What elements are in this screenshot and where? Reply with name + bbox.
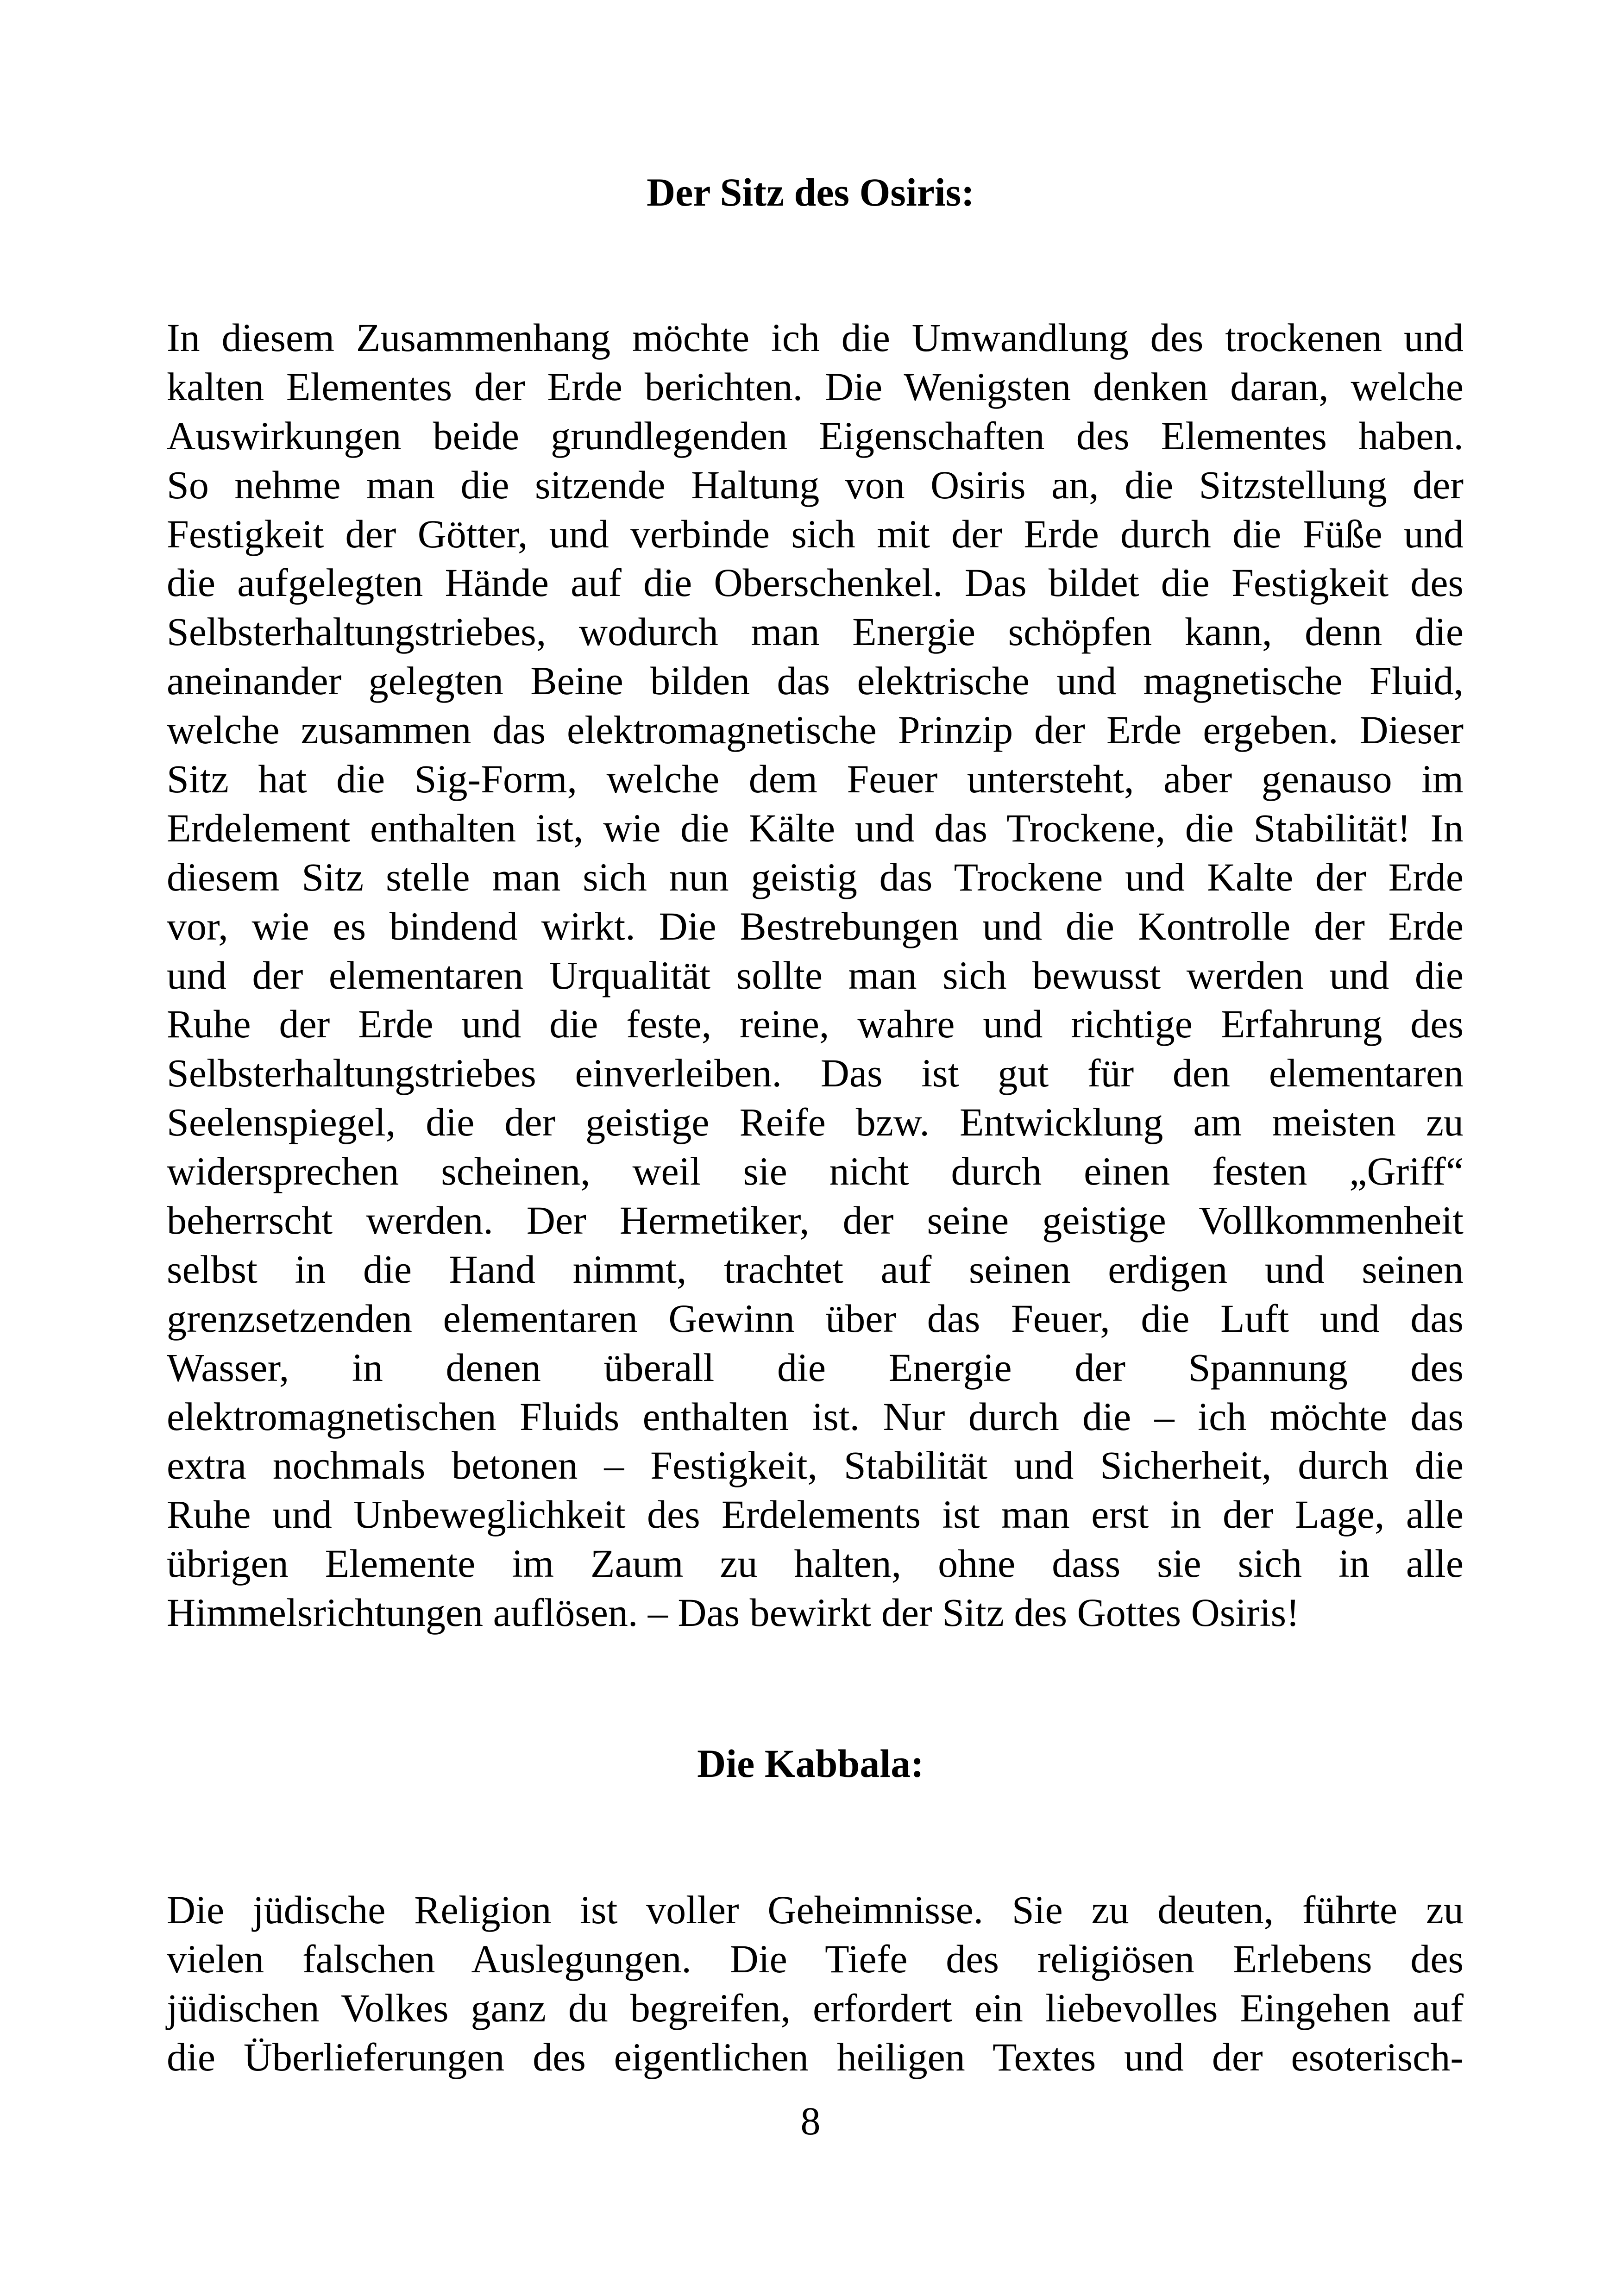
text-line: Selbsterhaltungstriebes, wodurch man Energie schöpfen kann, denn die: [167, 609, 1464, 654]
paragraph-kabbala: [167, 1886, 1464, 2082]
text-line: beherrscht werden. Der Hermetiker, der seine geistige Vollkommenheit: [167, 1198, 1464, 1243]
text-line: Himmelsrichtungen auflösen. – Das bewirkt der Sitz des Gottes Osiris!: [167, 1590, 1300, 1635]
text-line: Wasser, in denen überall die Energie der Spannung des: [167, 1345, 1464, 1390]
text-line: So nehme man die sitzende Haltung von Osiris an, die Sitzstellung der: [167, 462, 1464, 507]
text-line: aneinander gelegten Beine bilden das elektrische und magnetische Fluid,: [167, 659, 1464, 703]
text-line: extra nochmals betonen – Festigkeit, Stabilität und Sicherheit, durch die: [167, 1443, 1464, 1488]
text-line: vor, wie es bindend wirkt. Die Bestrebungen und die Kontrolle der Erde: [167, 903, 1464, 948]
text-line: Seelenspiegel, die der geistige Reife bzw. Entwicklung am meisten zu: [167, 1100, 1464, 1145]
text-line: Auswirkungen beide grundlegenden Eigenschaften des Elementes haben.: [167, 413, 1464, 458]
text-line: übrigen Elemente im Zaum zu halten, ohne dass sie sich in alle: [167, 1541, 1464, 1586]
paragraph-osiris: [167, 314, 1464, 1637]
text-line: diesem Sitz stelle man sich nun geistig das Trockene und Kalte der Erde: [167, 854, 1464, 899]
text-line: selbst in die Hand nimmt, trachtet auf seinen erdigen und seinen: [167, 1247, 1464, 1292]
text-line: jüdischen Volkes ganz du begreifen, erfordert ein liebevolles Eingehen auf: [167, 1985, 1464, 2030]
text-line: Selbsterhaltungstriebes einverleiben. Das ist gut für den elementaren: [167, 1051, 1464, 1096]
text-line: In diesem Zusammenhang möchte ich die Umwandlung des trockenen und: [167, 315, 1464, 360]
text-line: Ruhe und Unbeweglichkeit des Erdelements ist man erst in der Lage, alle: [167, 1492, 1464, 1537]
section-heading-osiris: Der Sitz des Osiris:: [647, 170, 974, 214]
text-line: elektromagnetischen Fluids enthalten ist. Nur durch die – ich möchte das: [167, 1394, 1464, 1439]
page-number: 8: [800, 2099, 821, 2143]
section-heading-kabbala: Die Kabbala:: [697, 1741, 924, 1786]
text-line: vielen falschen Auslegungen. Die Tiefe des religiösen Erlebens des: [167, 1936, 1464, 1981]
text-line: kalten Elementes der Erde berichten. Die Wenigsten denken daran, welche: [167, 364, 1464, 409]
text-line: grenzsetzenden elementaren Gewinn über das Feuer, die Luft und das: [167, 1296, 1464, 1341]
text-line: die aufgelegten Hände auf die Oberschenkel. Das bildet die Festigkeit des: [167, 560, 1464, 605]
text-line: Erdelement enthalten ist, wie die Kälte und das Trockene, die Stabilität! In: [167, 805, 1464, 850]
text-line: Sitz hat die Sig-Form, welche dem Feuer untersteht, aber genauso im: [167, 757, 1464, 802]
text-line: die Überlieferungen des eigentlichen heiligen Textes und der esoterisch-: [167, 2034, 1464, 2079]
text-line: Die jüdische Religion ist voller Geheimnisse. Sie zu deuten, führte zu: [167, 1888, 1464, 1932]
text-line: Ruhe der Erde und die feste, reine, wahre und richtige Erfahrung des: [167, 1002, 1464, 1047]
text-line: Festigkeit der Götter, und verbinde sich mit der Erde durch die Füße und: [167, 511, 1464, 556]
text-line: und der elementaren Urqualität sollte man sich bewusst werden und die: [167, 953, 1464, 997]
text-line: welche zusammen das elektromagnetische Prinzip der Erde ergeben. Dieser: [167, 708, 1464, 753]
text-line: widersprechen scheinen, weil sie nicht durch einen festen „Griff“: [167, 1149, 1464, 1194]
